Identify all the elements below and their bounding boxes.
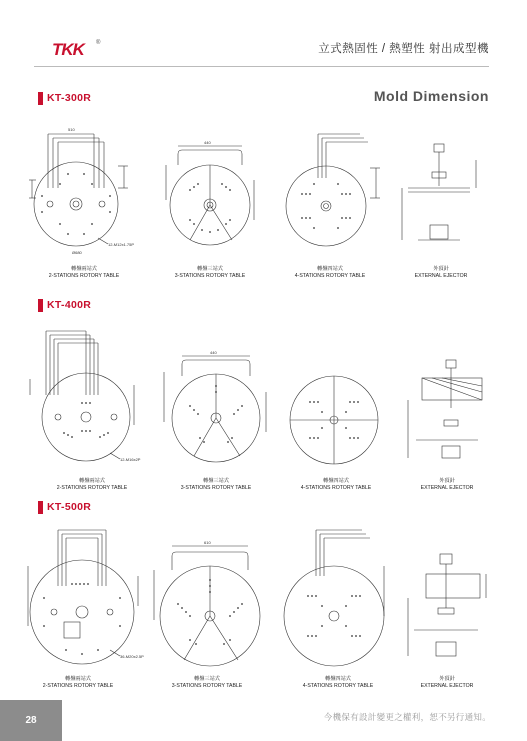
- kt300r-external-ejector-drawing: [398, 140, 478, 260]
- section-label: KT-400R: [47, 299, 92, 311]
- kt300r-3-station-drawing: [160, 140, 260, 260]
- caption-kt300r-external-ejector: 外頂針 EXTERNAL EJECTOR: [414, 266, 468, 279]
- section-accent-bar: [38, 92, 43, 105]
- kt500r-4-station-drawing: [282, 526, 394, 672]
- section-label: KT-300R: [47, 92, 92, 104]
- dim-a: 440: [210, 350, 217, 355]
- header-divider: [34, 66, 489, 67]
- section-accent-bar: [38, 299, 43, 312]
- kt300r-4-station-drawing: [282, 128, 382, 260]
- caption-kt400r-4-station: 轉盤四站式 4-STATIONS ROTORY TABLE: [300, 478, 372, 491]
- kt300r-2-station-drawing: [28, 126, 140, 258]
- dim-dia: Ø680: [72, 250, 82, 255]
- caption-kt500r-3-station: 轉盤三站式 3-STATIONS ROTORY TABLE: [171, 676, 243, 689]
- page-title: Mold Dimension: [373, 88, 489, 104]
- kt500r-2-station-drawing: [26, 526, 146, 672]
- dim-a: 610: [204, 540, 211, 545]
- dim-note: 12-M12x1.75P: [108, 242, 135, 247]
- section-header-kt500r: [38, 500, 91, 514]
- brand-logo: [52, 40, 101, 60]
- caption-kt400r-3-station: 轉盤三站式 3-STATIONS ROTORY TABLE: [180, 478, 252, 491]
- kt400r-3-station-drawing: [160, 352, 270, 470]
- footer-disclaimer: 今機保有設計變更之權利，恕不另行通知。: [323, 712, 491, 722]
- caption-kt500r-external-ejector: 外頂針 EXTERNAL EJECTOR: [420, 676, 474, 689]
- kt500r-3-station-drawing: [150, 540, 268, 672]
- dim-note: 36-M20x2.5P: [120, 654, 144, 659]
- caption-kt300r-4-station: 轉盤四站式 4-STATIONS ROTORY TABLE: [294, 266, 366, 279]
- page-number-box: [0, 700, 62, 741]
- section-header-kt400r: [38, 298, 91, 312]
- kt400r-4-station-drawing: [286, 366, 386, 470]
- kt500r-external-ejector-drawing: [404, 548, 490, 672]
- dim-f: 440: [204, 140, 211, 145]
- caption-kt500r-2-station: 轉盤兩站式 2-STATIONS ROTORY TABLE: [42, 676, 114, 689]
- caption-kt400r-2-station: 轉盤兩站式 2-STATIONS ROTORY TABLE: [56, 478, 128, 491]
- caption-kt400r-external-ejector: 外頂針 EXTERNAL EJECTOR: [420, 478, 474, 491]
- kt400r-2-station-drawing: [28, 325, 148, 465]
- caption-kt300r-3-station: 轉盤三站式 3-STATIONS ROTORY TABLE: [174, 266, 246, 279]
- section-header-kt300r: [38, 91, 91, 105]
- section-accent-bar: [38, 501, 43, 514]
- dim-a: 510: [68, 127, 75, 132]
- logo-text: TKK: [52, 40, 84, 59]
- dim-note: 12-M16x2P: [120, 457, 141, 462]
- kt400r-external-ejector-drawing: [402, 352, 488, 470]
- section-label: KT-500R: [47, 501, 92, 513]
- caption-kt300r-2-station: 轉盤兩站式 2-STATIONS ROTORY TABLE: [48, 266, 120, 279]
- caption-kt500r-4-station: 轉盤四站式 4-STATIONS ROTORY TABLE: [302, 676, 374, 689]
- logo-registered-mark: ®: [96, 40, 101, 46]
- header-title: 立式熱固性 / 熱塑性 射出成型機: [318, 43, 489, 55]
- page-number: 28: [25, 715, 37, 726]
